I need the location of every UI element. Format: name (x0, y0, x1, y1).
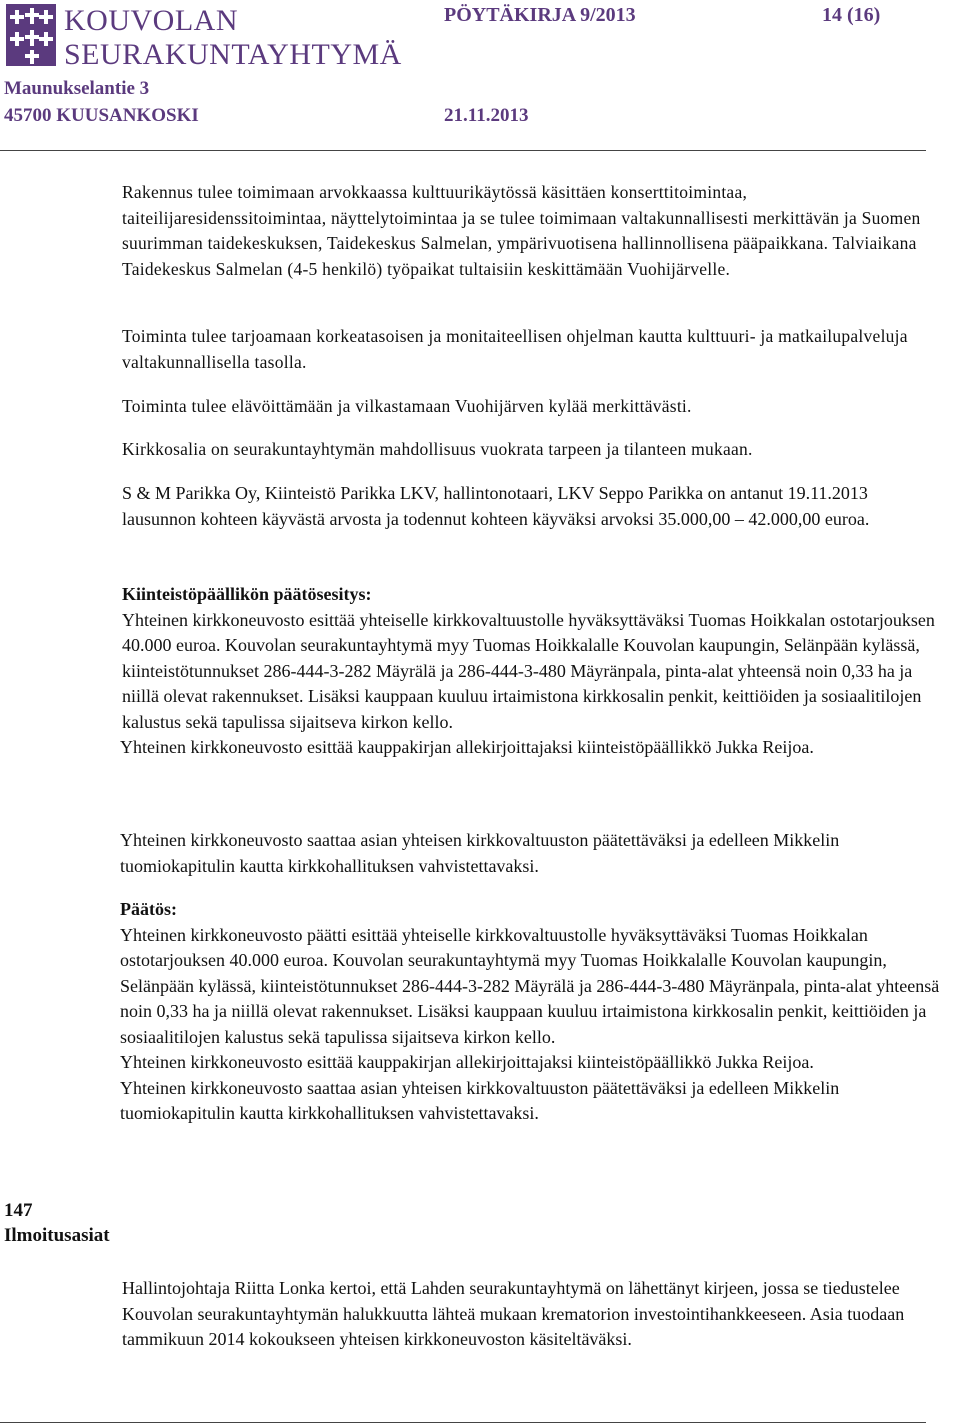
decision-signatory: Yhteinen kirkkoneuvosto esittää kauppakirjan allekirjoittajaksi kiinteistöpäällikkö Jukka Reijoa. (120, 1052, 814, 1072)
section-number: 147 (4, 1200, 33, 1221)
decision-text: Yhteinen kirkkoneuvosto päätti esittää yhteiselle kirkkovaltuustolle hyväksyttäväksi Tuomas Hoikkalan ostotarjouksen 40.000 euroa. Kouvolan seurakuntayhtymä myy Tuomas Hoikkalalle Kouvolan kaupungin, Selänpään kylässä, kiinteistötunnukset 286-444-3-282 Mäyrälä ja 286-444-3-480 Mäyränpala, pinta-alat yhteensä noin 0,33 ha ja niillä olevat rakennukset. Lisäksi kauppaan kuuluu irtaimistona kirkkosalin penkit, keittiöiden ja sosiaalitilojen kalustus sekä tapulissa sijaitseva kirkon kello. (120, 924, 940, 1047)
paragraph-program: Toiminta tulee tarjoamaan korkeatasoisen ja monitaiteellisen ohjelman kautta kulttuuri- ja matkailupalveluja valtakunnallisella tasolla. (122, 326, 908, 372)
org-name-line1: KOUVOLAN (64, 4, 238, 37)
crosses-icon (6, 4, 56, 66)
section-title: Ilmoitusasiat (4, 1225, 110, 1246)
decision-confirmation: Yhteinen kirkkoneuvosto saattaa asian yhteisen kirkkovaltuuston päätettäväksi ja edelleen Mikkelin tuomiokapitulin kautta kirkkohallituksen vahvistettavaksi. (120, 1077, 840, 1123)
paragraph-building-use: Rakennus tulee toimimaan arvokkaassa kulttuurikäytössä käsittäen konserttitoimintaa, taiteilijaresidenssitoimintaa, näyttelytoimintaa ja se tulee toimimaan valtakunnallisesti merkittävän ja Suomen suurimman taidekeskuksen, Taidekeskus Salmelan, ympärivuotisena hallinnollisena pääpaikkana. Talviaikana Taidekeskus Salmelan (4-5 henkilö) työpaikat tultaisiin keskittämään Vuohijärvelle. (122, 182, 921, 279)
org-name-line2: SEURAKUNTAYHTYMÄ (64, 38, 402, 71)
footer-divider (0, 1422, 926, 1423)
address-city: 45700 KUUSANKOSKI (4, 105, 199, 126)
address-street: Maunukselantie 3 (4, 78, 150, 99)
section-147-text: Hallintojohtaja Riitta Lonka kertoi, että Lahden seurakuntayhtymä on lähettänyt kirjeen, jossa se tiedustelee Kouvolan seurakuntayhtymän halukkuutta lähteä mukaan krematorion investointihankkeeseen. Asia tuodaan tammikuun 2014 kokoukseen yhteisen kirkkoneuvoston käsiteltäväksi. (122, 1278, 905, 1349)
document-date: 21.11.2013 (444, 105, 529, 126)
proposal-section (122, 582, 942, 761)
paragraph-village: Toiminta tulee elävöittämään ja vilkastamaan Vuohijärven kylää merkittävästi. (122, 396, 692, 416)
church-logo (6, 4, 56, 66)
page-number: 14 (16) (822, 4, 881, 26)
document-title: PÖYTÄKIRJA 9/2013 (444, 4, 636, 26)
decision-heading: Päätös: (120, 899, 177, 919)
section-147-label (4, 1198, 110, 1248)
header-divider (0, 150, 926, 151)
proposal-heading: Kiinteistöpäällikön päätösesitys: (122, 584, 372, 604)
paragraph-valuation: S & M Parikka Oy, Kiinteistö Parikka LKV, hallintonotaari, LKV Seppo Parikka on antanut 19.11.2013 lausunnon kohteen käyvästä arvosta ja todennut kohteen käyväksi arvoksi 35.000,00 – 42.000,00 euroa. (122, 483, 870, 529)
proposal-signatory: Yhteinen kirkkoneuvosto esittää kauppakirjan allekirjoittajaksi kiinteistöpäällikkö Jukka Reijoa. (120, 737, 814, 757)
proposal-text: Yhteinen kirkkoneuvosto esittää yhteiselle kirkkovaltuustolle hyväksyttäväksi Tuomas Hoikkalan ostotarjouksen 40.000 euroa. Kouvolan seurakuntayhtymä myy Tuomas Hoikkalalle Kouvolan kaupungin, Selänpään kylässä, kiinteistötunnukset 286-444-3-282 Mäyrälä ja 286-444-3-480 Mäyränpala, pinta-alat yhteensä noin 0,33 ha ja niillä olevat rakennukset. Lisäksi kauppaan kuuluu irtaimistona kirkkosalin penkit, keittiöiden ja sosiaalitilojen kalustus sekä tapulissa sijaitseva kirkon kello. (122, 609, 935, 732)
decision-section (120, 897, 940, 1127)
paragraph-church-hall: Kirkkosalia on seurakuntayhtymän mahdollisuus vuokrata tarpeen ja tilanteen mukaan. (122, 439, 753, 459)
proposal-confirmation: Yhteinen kirkkoneuvosto saattaa asian yhteisen kirkkovaltuuston päätettäväksi ja edelleen Mikkelin tuomiokapitulin kautta kirkkohallituksen vahvistettavaksi. (120, 830, 840, 876)
